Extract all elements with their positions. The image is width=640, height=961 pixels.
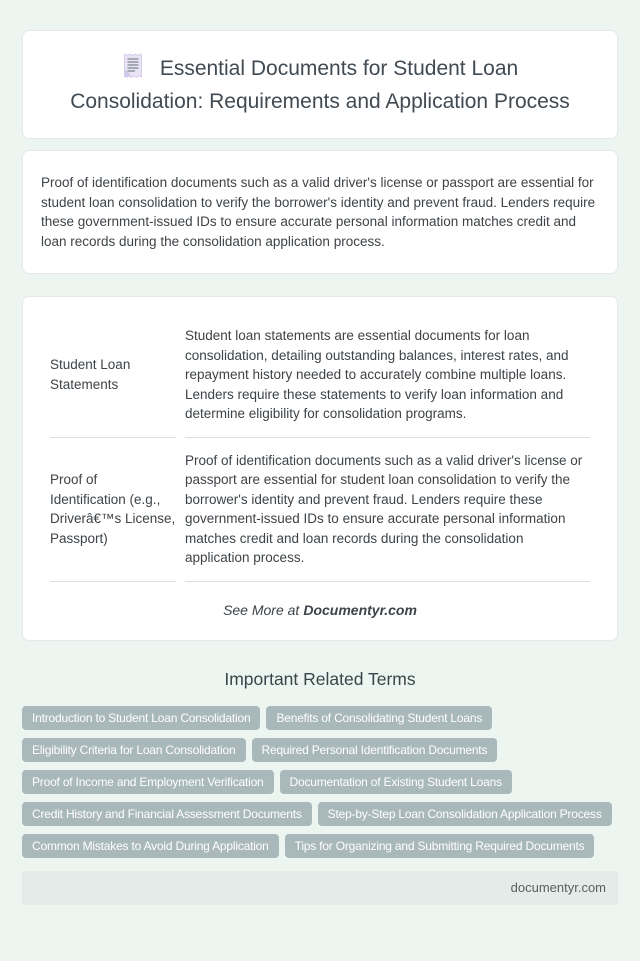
tag-required-personal-identification-documents[interactable]: Required Personal Identification Documents — [252, 738, 498, 762]
tag-proof-of-income-and-employment-verification[interactable]: Proof of Income and Employment Verification — [22, 770, 274, 794]
see-more-text — [41, 602, 599, 618]
tag-step-by-step-loan-consolidation-application-process[interactable]: Step-by-Step Loan Consolidation Application Process — [318, 802, 612, 826]
related-terms-heading: Important Related Terms — [224, 668, 416, 689]
documents-table-card — [22, 296, 618, 641]
tag-introduction-to-student-loan-consolidation[interactable]: Introduction to Student Loan Consolidation — [22, 706, 260, 730]
description-cell: Student loan statements are essential documents for loan consolidation, detailing outstanding balances, interest rates, and repayment history needed to accurately combine multiple loans. Lenders require these statements to verify loan information and determine eligibility for consolidation programs. — [185, 313, 590, 438]
tag-common-mistakes-to-avoid-during-application[interactable]: Common Mistakes to Avoid During Application — [22, 834, 279, 858]
tag-eligibility-criteria-for-loan-consolidation[interactable]: Eligibility Criteria for Loan Consolidation — [22, 738, 246, 762]
table-row — [50, 313, 590, 438]
intro-card — [22, 150, 618, 274]
tag-credit-history-and-financial-assessment-documents[interactable]: Credit History and Financial Assessment Documents — [22, 802, 312, 826]
documents-table — [41, 313, 599, 582]
see-more-prefix: See More at — [223, 601, 300, 618]
term-cell: Proof of Identification (e.g., Driverâ€™s License, Passport) — [50, 438, 176, 582]
footer-bar — [22, 871, 618, 905]
see-more-site-link[interactable]: Documentyr.com — [303, 601, 417, 618]
tag-tips-for-organizing-and-submitting-required-documents[interactable]: Tips for Organizing and Submitting Required Documents — [285, 834, 595, 858]
footer-site-link[interactable]: documentyr.com — [510, 879, 606, 895]
header-card — [22, 30, 618, 139]
related-terms-tags — [22, 706, 618, 858]
receipt-icon — [122, 53, 144, 87]
description-cell: Proof of identification documents such as a valid driver's license or passport are essential for student loan consolidation to verify the borrower's identity and prevent fraud. Lenders require these government-issued IDs to ensure accurate personal information matches credit and loan records during the consolidation application process. — [185, 438, 590, 582]
page-title — [70, 53, 570, 116]
table-row — [50, 438, 590, 582]
term-cell: Student Loan Statements — [50, 313, 176, 438]
intro-paragraph: Proof of identification documents such as a valid driver's license or passport are essential for student loan consolidation to verify the borrower's identity and prevent fraud. Lenders require these government-issued IDs to ensure accurate personal information matches credit and loan records during the consolidation application process. — [41, 175, 596, 249]
tag-documentation-of-existing-student-loans[interactable]: Documentation of Existing Student Loans — [280, 770, 512, 794]
page-title-text: Essential Documents for Student Loan Consolidation: Requirements and Application Process — [70, 57, 570, 113]
tag-benefits-of-consolidating-student-loans[interactable]: Benefits of Consolidating Student Loans — [266, 706, 492, 730]
